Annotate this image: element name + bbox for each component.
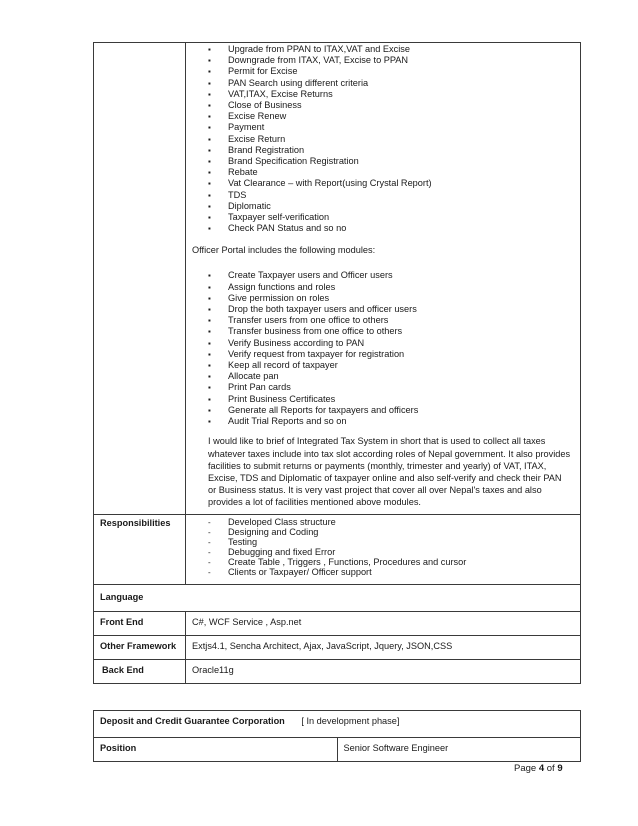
language-row xyxy=(94,585,581,612)
list-item: ▪ Payment xyxy=(208,122,580,133)
language-label: Language xyxy=(94,585,581,612)
back-end-label: Back End xyxy=(94,660,186,684)
list-item: ▪ Check PAN Status and so no xyxy=(208,223,580,234)
modules-content-cell xyxy=(186,43,581,515)
list-item: ▪ Verify Business according to PAN xyxy=(208,338,580,349)
list-item: ▪ Transfer business from one office to others xyxy=(208,326,580,337)
list-item: - Create Table , Triggers , Functions, Procedures and cursor xyxy=(208,558,580,568)
list-item: ▪ Brand Specification Registration xyxy=(208,156,580,167)
company-table xyxy=(93,710,581,762)
modules-label-cell xyxy=(94,43,186,515)
list-item: ▪ Brand Registration xyxy=(208,145,580,156)
back-end-value: Oracle11g xyxy=(186,660,581,684)
project-summary: I would like to brief of Integrated Tax System in short that is used to collect all taxes whatever taxes include into tax slot according roles of Nepal government. It also provides facilities to submit returns or payments (monthly, trimester and yearly) of VAT, ITAX, Excise, TDS and Diplomatic of taxpayer online and also self-verify and check their PAN or Business status. It is very vast project that cover all over Nepal's taxes and also provides a lot of facilities mentioned above modules. xyxy=(208,436,571,508)
list-item: - Debugging and fixed Error xyxy=(208,548,580,558)
company-name: Deposit and Credit Guarantee Corporation xyxy=(100,716,285,726)
list-item: - Testing xyxy=(208,538,580,548)
list-item: ▪ Give permission on roles xyxy=(208,293,580,304)
position-value: Senior Software Engineer xyxy=(337,738,581,762)
list-item: ▪ Vat Clearance – with Report(using Crystal Report) xyxy=(208,178,580,189)
front-end-value: C#, WCF Service , Asp.net xyxy=(186,612,581,636)
list-item: - Designing and Coding xyxy=(208,528,580,538)
list-item: ▪ Print Business Certificates xyxy=(208,394,580,405)
list-item: ▪ Audit Trial Reports and so on xyxy=(208,416,580,427)
front-end-row xyxy=(94,612,581,636)
officer-modules-list xyxy=(192,270,580,427)
page-number xyxy=(514,763,563,774)
list-item: ▪ PAN Search using different criteria xyxy=(208,78,580,89)
officer-portal-intro: Officer Portal includes the following modules: xyxy=(192,245,376,256)
list-item: ▪ Print Pan cards xyxy=(208,382,580,393)
position-label: Position xyxy=(94,738,338,762)
front-end-label: Front End xyxy=(94,612,186,636)
page-of: of xyxy=(546,763,555,774)
list-item: ▪ Upgrade from PPAN to ITAX,VAT and Excise xyxy=(208,44,580,55)
list-item: ▪ Transfer users from one office to others xyxy=(208,315,580,326)
list-item: ▪ Create Taxpayer users and Officer users xyxy=(208,270,580,281)
list-item: ▪ Diplomatic xyxy=(208,201,580,212)
list-item: ▪ Excise Return xyxy=(208,134,580,145)
project-details-table xyxy=(93,42,581,684)
list-item: ▪ Assign functions and roles xyxy=(208,282,580,293)
page-current: 4 xyxy=(538,763,545,774)
other-framework-value: Extjs4.1, Sencha Architect, Ajax, JavaScript, Jquery, JSON,CSS xyxy=(186,636,581,660)
list-item: ▪ Allocate pan xyxy=(208,371,580,382)
list-item: ▪ Rebate xyxy=(208,167,580,178)
list-item: ▪ Excise Renew xyxy=(208,111,580,122)
list-item: - Clients or Taxpayer/ Officer support xyxy=(208,568,580,578)
list-item: ▪ Permit for Excise xyxy=(208,66,580,77)
list-item: ▪ VAT,ITAX, Excise Returns xyxy=(208,89,580,100)
company-row xyxy=(94,711,581,738)
page-word: Page xyxy=(514,763,537,774)
list-item: ▪ Taxpayer self-verification xyxy=(208,212,580,223)
other-framework-label: Other Framework xyxy=(94,636,186,660)
position-row xyxy=(94,738,581,762)
list-item: ▪ Drop the both taxpayer users and officer users xyxy=(208,304,580,315)
responsibilities-label: Responsibilities xyxy=(94,515,186,585)
page-total: 9 xyxy=(557,763,563,774)
list-item: ▪ Close of Business xyxy=(208,100,580,111)
list-item: - Developed Class structure xyxy=(208,518,580,528)
list-item: ▪ Verify request from taxpayer for registration xyxy=(208,349,580,360)
list-item: ▪ Keep all record of taxpayer xyxy=(208,360,580,371)
other-framework-row xyxy=(94,636,581,660)
list-item: ▪ Downgrade from ITAX, VAT, Excise to PPAN xyxy=(208,55,580,66)
company-cell xyxy=(94,711,581,738)
responsibilities-cell xyxy=(186,515,581,585)
responsibilities-row xyxy=(94,515,581,585)
company-phase: [ In development phase] xyxy=(301,716,400,726)
back-end-row xyxy=(94,660,581,684)
modules-row xyxy=(94,43,581,515)
list-item: ▪ Generate all Reports for taxpayers and officers xyxy=(208,405,580,416)
taxpayer-modules-list xyxy=(192,44,580,234)
responsibilities-list xyxy=(192,518,580,577)
list-item: ▪ TDS xyxy=(208,190,580,201)
